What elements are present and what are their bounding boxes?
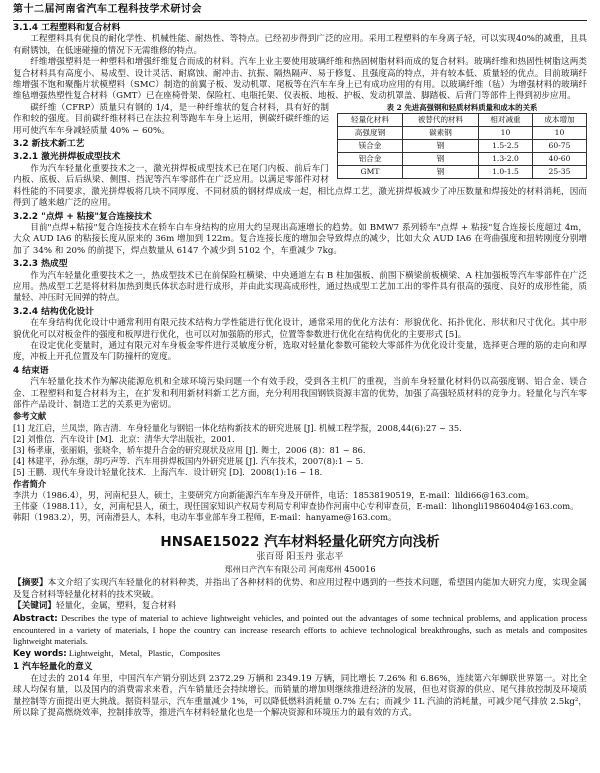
author-bio: 李洪力（1986.4），男，河南杞县人，硕士，主要研究方向新能源汽车车身及开研件，电话：18538190519，E-mail：lildi66@163.com。 [13, 489, 535, 500]
table-cell: 60-75 [532, 139, 586, 152]
section-1-heading: 1 汽车轻量化的意义 [13, 662, 93, 673]
reference-item: [4] 林建平，孙东继，胡巧声等．汽车用拼焊板国内外研究进展 [J]. 汽车技术，2007(8):1 ~ 5. [13, 456, 364, 467]
table-cell: 10 [532, 126, 586, 139]
table-header-row [338, 113, 587, 126]
english-keywords-text: Lightweight，Metal，Plastic，Composites [68, 647, 221, 658]
paragraph: 汽车轻量化技术作为解决能源危机和全球环境污染问题一个有效手段，受到各主机厂的重视，当前车身轻量化材料仍以高强度钢、铝合金、镁合金、工程塑料和复合材料为主，在扩发和利用新材料新工艺方面，充分利用我国钢铁资源丰富的优势，加强了高强轻质材料的竞争力。轻量化与汽车零部件产品设计、制造工艺的关系更为密切。 [13, 377, 587, 410]
table-header-cell: 轻量化材料 [338, 113, 403, 126]
table-row [338, 139, 587, 152]
table-header-cell: 被替代的材料 [402, 113, 478, 126]
english-keywords-label: Key words: [13, 648, 67, 659]
english-abstract-text: Describes the type of material to achieve lightweight vehicles, and pointed out the advantages of some technical problems, and application process encountered in a variety of materials, I hope the country can increase research efforts to achieve technological breakthroughs, such as metals and composites lightweight materials. [13, 612, 587, 647]
table-cell: 40-60 [532, 152, 586, 165]
table-header-cell: 成本增加 [532, 113, 586, 126]
abstract-label: 【摘要】 [13, 578, 48, 589]
paper-authors: 张百哥 阳玉丹 张志平 [256, 552, 344, 563]
table-wrap-zone [13, 103, 587, 210]
reference-item: [3] 杨孝康，张丽娟，张晓伞，轿车提升合金的研究现状及应用 [J]. 舞士，2006 (8)：81 ~ 86. [13, 445, 366, 456]
table-cell: 碳素钢 [402, 126, 478, 139]
table-cell: 25-35 [532, 165, 586, 178]
abstract-block [13, 578, 587, 660]
keywords [13, 601, 587, 612]
paragraph: 作为汽车轻量化重要技术之一，热成型技术已在前保险杠横梁、中央通道左右 B 柱加强板、前围下横梁前板横梁、A 柱加强板等汽车零部件在广泛应用。热成型工艺是将材料加热到奥氏体状态时进行成形，并由此实现高成形性，通过热成型工艺加工出的零件具有很高的强度、良好的成形性能，质量轻、冲压时无回弹的特点。 [13, 270, 587, 304]
keywords-label: 【关键词】 [13, 601, 56, 612]
table-cell: 1.3-2.0 [478, 152, 532, 165]
table-2 [337, 103, 587, 179]
paragraph: 在车身结构优化设计中通常利用有限元技术结构力学性能进行优化设计，通常采用的优化方法有：形貌优化、拓扑优化、形状和尺寸优化。其中形貌优化可以对板金件的强度和板厚进行优化，也可以对加强筋的形式，位置等参数进行优化在结构优化的主要形式 [5]。 [13, 318, 587, 340]
paragraph: 目前"点焊+粘接"复合连接技术在轿车白车身结构的应用大约呈现出高速增长的趋势。如 BMW7 系列轿车"点焊 + 粘接"复合连接长度超过 4m，大众 AUD IA6 的粘接长度从原来的 36m 增加到 122m。复合连接长度的增加会导致焊点的减少，比如大众 AUD IA6 在弯曲强度和扭转刚度分别增加了 34% 和 20% 的前提下，焊点数量从 6147 个减少到 5102 个，车重减少 7kg。 [13, 222, 587, 256]
paper-affiliation: 郑州日产汽车有限公司 河南郑州 450016 [224, 564, 376, 575]
author-bio: 韩阳（1983.2），男，河南滑县人，本科，电动车事业部车身工程师，E-mail：hanyame@163.com。 [13, 512, 397, 523]
table-caption: 表 2 先进高强钢和轻质材料质量和成本的关系 [386, 102, 538, 112]
keywords-text: 轻量化，金属，塑料，复合材料 [55, 601, 177, 612]
abstract [13, 578, 587, 601]
table-row [338, 165, 587, 178]
reference-item: [2] 刘惟信．汽车设计 [M]．北京：清华大学出版社，2001. [13, 433, 235, 444]
paragraph: 作为汽车轻量化重要技术之一，激光拼焊板成型技术已在尾门内板、前后车门内板、底板、后后纵梁、侧围、挡泥等汽车零部件在广泛应用。以满足零部件对材料性能的不同要求，激光拼焊板将几块不同厚度、不同材质的钢材焊成成一起，相比点焊工艺，激光拼焊板减少了冲压数量和焊接处的材料消耗，因而得到了越来越广泛的应用。 [13, 163, 587, 209]
abstract-text: 本文介绍了实现汽车轻量化的材料种类，并指出了各种材料的优势、和应用过程中遇到的一些技术问题，希望国内能加大研究力度，实现金属及复合材料等轻量化材料的技术突破。 [13, 578, 587, 600]
table-cell: 10 [478, 126, 532, 139]
section-3-2-2-heading: 3.2.2 "点焊 + 粘接"复合连接技术 [13, 211, 152, 222]
table-cell: 钢 [402, 165, 478, 178]
references-heading: 参考文献 [13, 411, 47, 422]
paragraph: 在过去的 2014 年里，中国汽车产销分别达到 2372.29 万辆和 2349.19 万辆，同比增长 7.26% 和 6.86%，连续第六年蝉联世界第一。对比全球人均保有量，以及国内的消费需求来看，汽车销量还会持续增长。而销量的增加则继续推进经济的发展，但也对资源的供应、尾气排放控制及环境质量控制等方面提出更大挑战。据资料显示，汽车重量减少 1%，可以降低燃料消耗量 0.7% 左右；而减少 1L 汽油的消耗量，可减少尾气排放 2.5kg²，所以除了提高燃烧效率，控制排放等，推进汽车材料轻量化也是一个解决资源和环境压力的最有效的方式。 [13, 673, 587, 718]
section-3-2-3-heading: 3.2.3 热成型 [13, 259, 68, 270]
paragraph: 纤维增强塑料是一种塑料和增强纤维复合而成的材料。汽车上业主要使用玻璃纤维和热固树脂材料而成的复合材料。玻璃纤维和热固性树脂这两类复合材料具有高度小、易成型、设计灵活、耐腐蚀、耐冲击、抗振、隔热隔声、易于修复、且强度高的特点，并有较本低、质量轻的优点。目前玻璃纤维增强不饱和聚酯片状模塑料（SMC）制造的前翼子板、发动机罩、尾板等在汽车车身上已有成功应用的有用。以玻璃纤维（毡）为增强材料的玻璃纤维毡增强热塑性复合材料（GMT）已在座椅骨架、保险杠、电瓶托架、仪表板、地板、护板、发动机罩盖、脚踏板、后背门等部件上得到初步应用。 [13, 57, 587, 102]
english-abstract-label: Abstract: [13, 613, 58, 624]
paper-title: HNSAE15022 汽车材料轻量化研究方向浅析 [160, 534, 440, 551]
table-header-cell: 相对减重 [478, 113, 532, 126]
english-keywords [13, 648, 587, 660]
reference-item: [5] 王鹏．现代车身设计轻量化技术．上海汽车．设计研究 [D]．2008(1):16 ~ 18. [13, 467, 323, 478]
material-cost-table [337, 113, 587, 179]
table-cell: 高强度钢 [338, 126, 403, 139]
section-3-2-heading: 3.2 新技术新工艺 [13, 139, 85, 150]
paragraph: 碳纤维（CFRP）质量只有钢的 1/4，是一种纤维状的复合材料，具有好的制作和较的强度。目前碳纤维材料已在法拉利等跑车车身上运用，例碳纤碳纤维的运用可使汽车车身减轻质量 40% ~ 60%。 [13, 102, 329, 136]
paragraph: 在设定优化变量时，通过有限元对车身板金零件进行灵敏度分析，选取对轻量化参数可能较大零部件为优化设计变量，选择更合理的筋的走向和厚度，冲板上开孔位置及车门防撞杆的宽度。 [13, 340, 587, 363]
references [13, 411, 587, 523]
running-header: 第十二届河南省汽车工程科技学术研讨会 [13, 0, 587, 21]
section-3-1-4-heading: 3.1.4 工程塑料和复合材料 [13, 23, 121, 33]
table-cell: 钢 [402, 152, 478, 165]
author-bio: 王伟豪（1988.11），女，河南杞县人，硕士，现任国家知识产权局专利局专利审查协作河南中心专利审查员，E-mail：lihongli19860404@163.com。 [13, 501, 579, 512]
section-4-heading: 4 结束语 [13, 365, 49, 376]
table-cell: 1.0-1.5 [478, 165, 532, 178]
author-bio-heading: 作者简介 [13, 478, 47, 489]
table-cell: 钢 [402, 139, 478, 152]
table-cell: 铝合金 [338, 152, 403, 165]
paragraph: 工程塑料具有优良的耐化学性、机械性能、耐热性、等特点。已经初步得到广泛的应用。采用工程塑料的车身离子轻，可以实现40%的减重，且具有耐锈蚀，在低速碰撞的情况下无需维修的特点。 [13, 34, 587, 56]
table-cell: GMT [338, 165, 403, 178]
table-row [338, 126, 587, 139]
table-cell: 1.5-2.5 [478, 139, 532, 152]
section-3-2-1-heading: 3.2.1 激光拼焊板成型技术 [13, 152, 121, 163]
reference-item: [1] 龙江启，兰凤崇，陈吉清．车身轻量化与钢铝一体化结构新技术的研究进展 [J]. 机械工程学报，2008,44(6):27 ~ 35. [13, 422, 462, 433]
table-cell: 镁合金 [338, 139, 403, 152]
english-abstract [13, 613, 587, 648]
section-3-2-4-heading: 3.2.4 结构优化设计 [13, 306, 94, 317]
table-row [338, 152, 587, 165]
